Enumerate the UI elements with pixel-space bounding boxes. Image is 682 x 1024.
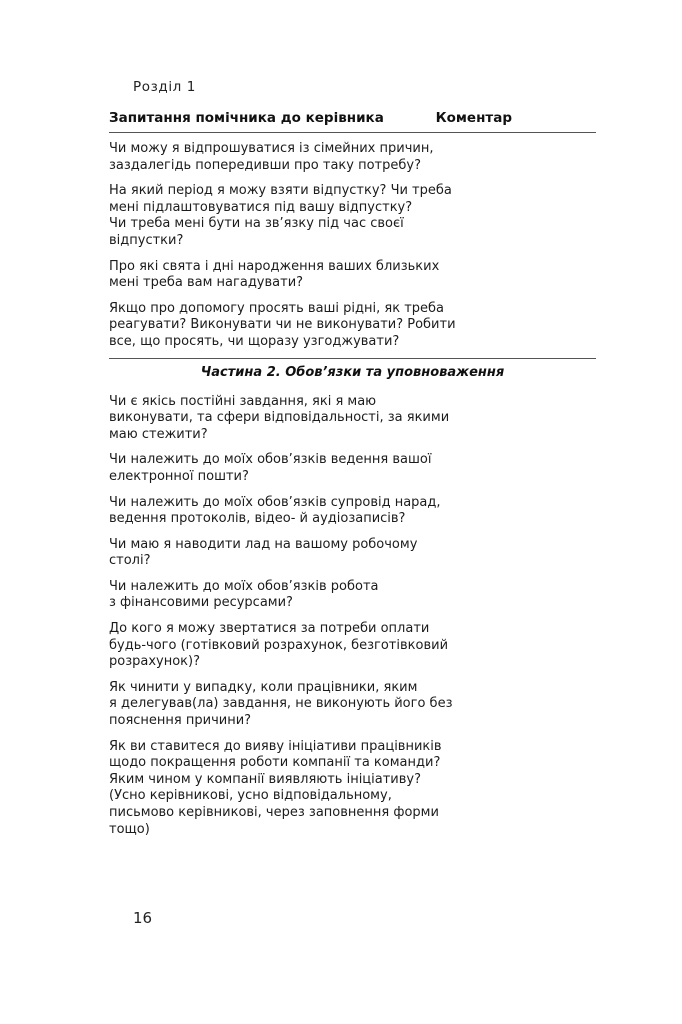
question-line: (Усно керівникові, усно відповідальному, bbox=[109, 788, 392, 804]
question-line: Чи належить до моїх обов’язків супровід нарад, bbox=[109, 494, 441, 510]
part2-question-list bbox=[109, 394, 596, 839]
question-line: з фінансовими ресурсами? bbox=[109, 595, 293, 611]
question-column-header: Запитання помічника до керівника bbox=[109, 110, 384, 126]
question-line: тощо) bbox=[109, 821, 150, 837]
question-line: заздалегідь попередивши про таку потребу? bbox=[109, 157, 421, 173]
question-line: Як чинити у випадку, коли працівники, яким bbox=[109, 679, 418, 695]
table-header bbox=[109, 110, 596, 133]
question-line: реагувати? Виконувати чи не виконувати? Робити bbox=[109, 317, 456, 333]
question-line: мені треба вам нагадувати? bbox=[109, 275, 304, 291]
question-line: Яким чином у компанії виявляють ініціативу? bbox=[109, 771, 422, 787]
question-item bbox=[109, 621, 449, 671]
page-number: 16 bbox=[133, 909, 153, 927]
comment-column-header: Коментар bbox=[435, 110, 512, 126]
question-line: виконувати, та сфери відповідальності, за якими bbox=[109, 410, 450, 426]
question-line: електронної пошти? bbox=[109, 468, 249, 484]
question-line: Чи треба мені бути на зв’язку під час своєї bbox=[109, 216, 404, 232]
question-line: мені підлаштовуватися під вашу відпустку? bbox=[109, 199, 413, 215]
questions-table bbox=[109, 110, 596, 847]
question-line: Якщо про допомогу просять ваші рідні, як треба bbox=[109, 300, 445, 316]
question-item bbox=[109, 183, 452, 249]
question-line: На який період я можу взяти відпустку? Чи треба bbox=[109, 183, 452, 199]
question-line: Чи належить до моїх обов’язків ведення вашої bbox=[109, 452, 432, 468]
question-line: Чи маю я наводити лад на вашому робочому bbox=[109, 536, 418, 552]
part1-question-list bbox=[109, 141, 596, 351]
question-line: Чи належить до моїх обов’язків робота bbox=[109, 578, 379, 594]
question-item bbox=[109, 679, 453, 730]
question-line: ведення протоколів, відео- й аудіозаписів? bbox=[109, 511, 406, 527]
question-item bbox=[109, 393, 450, 444]
question-line: Про які свята і дні народження ваших близьких bbox=[109, 258, 440, 274]
question-line: Чи є якісь постійні завдання, які я маю bbox=[109, 393, 377, 409]
chapter-label: Розділ 1 bbox=[133, 79, 196, 95]
question-line: маю стежити? bbox=[109, 426, 208, 442]
question-line: Чи можу я відпрошуватися із сімейних причин, bbox=[109, 141, 434, 156]
question-line: столі? bbox=[109, 553, 151, 569]
question-line: щодо покращення роботи компанії та команди? bbox=[109, 755, 441, 771]
question-line: відпустки? bbox=[109, 232, 184, 248]
question-line: розрахунок)? bbox=[109, 654, 200, 670]
question-line: письмово керівникові, через заповнення форми bbox=[109, 805, 439, 820]
question-item bbox=[109, 738, 442, 839]
question-item bbox=[109, 579, 439, 612]
question-line: пояснення причини? bbox=[109, 713, 252, 729]
question-item bbox=[109, 259, 439, 292]
question-item bbox=[109, 537, 439, 570]
question-item bbox=[109, 300, 456, 351]
question-item bbox=[109, 141, 439, 174]
question-line: все, що просять, чи щоразу узгоджувати? bbox=[109, 333, 400, 349]
question-line: будь-чого (готівковий розрахунок, безготівковий bbox=[109, 637, 449, 653]
section-heading: Частина 2. Обов’язки та уповноваження bbox=[109, 358, 596, 380]
question-line: я делегував(ла) завдання, не виконують його без bbox=[109, 696, 453, 712]
question-item bbox=[109, 495, 439, 528]
question-line: Як ви ставитеся до вияву ініціативи працівників bbox=[109, 738, 442, 754]
question-line: До кого я можу звертатися за потреби оплати bbox=[109, 621, 430, 637]
question-item bbox=[109, 452, 439, 485]
